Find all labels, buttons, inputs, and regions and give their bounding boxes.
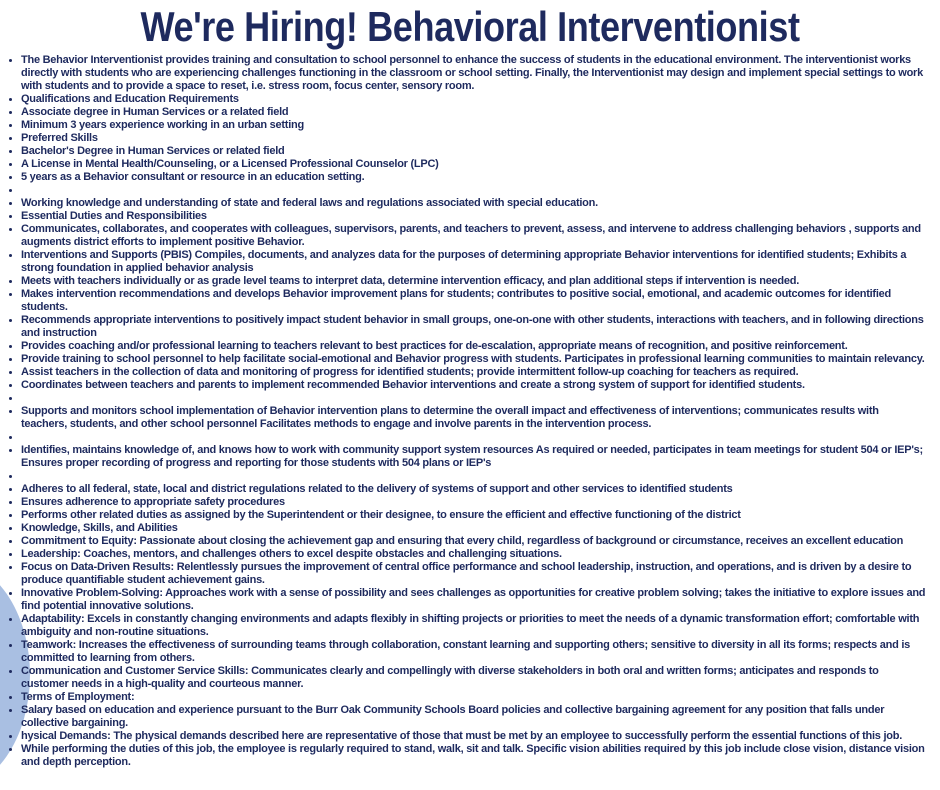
list-item: • Communication and Customer Service Skills: Communicates clearly and compellingly with diverse stakeholders in both oral and written forms; anticipates and responds to customer needs in a high-quality and courteous manner. [21,665,926,691]
list-item: • Terms of Employment: [21,691,926,704]
list-item: • Assist teachers in the collection of data and monitoring of progress for identified students; provide intermittent follow-up coaching for teachers as required. [21,366,926,379]
list-item: • Provide training to school personnel to help facilitate social-emotional and Behavior progress with students. Participates in professional learning communities to maintain relevancy. [21,353,926,366]
list-item: • Associate degree in Human Services or a related field [21,106,926,119]
list-item: • Qualifications and Education Requirements [21,93,926,106]
list-item: • Salary based on education and experience pursuant to the Burr Oak Community Schools Board policies and collective bargaining agreement for any position that falls under collective bargaining. [21,704,926,730]
list-item: • Adaptability: Excels in constantly changing environments and adapts flexibly in shifting projects or priorities to meet the needs of a dynamic transformation effort; comfortable with ambiguity and non-routine situations. [21,613,926,639]
list-item: • Working knowledge and understanding of state and federal laws and regulations associated with special education. [21,197,926,210]
list-item: • The Behavior Interventionist provides training and consultation to school personnel to enhance the success of students in the educational environment. The interventionist works directly with students who are experiencing challenges functioning in the classroom or school setting. Finally, the Interventionist may design and implement special settings to work with students and to provide a space to reset, i.e. stress room, focus center, sensory room. [21,54,926,93]
list-item: • Makes intervention recommendations and develops Behavior improvement plans for students; contributes to positive social, emotional, and academic outcomes for identified students. [21,288,926,314]
list-item: • While performing the duties of this job, the employee is regularly required to stand, walk, sit and talk. Specific vision abilities required by this job include close vision, distance vision and depth perception. [21,743,926,769]
list-item [21,431,926,444]
list-item: • Interventions and Supports (PBIS) Compiles, documents, and analyzes data for the purposes of determining appropriate Behavior interventions for identified students; Exhibits a strong foundation in applied behavior analysis [21,249,926,275]
page-title: We're Hiring! Behavioral Interventionist [140,3,800,50]
list-item: • Recommends appropriate interventions to positively impact student behavior in small groups, one-on-one with other students, interactions with teachers, and in following directions and instruction [21,314,926,340]
list-item: • Communicates, collaborates, and cooperates with colleagues, supervisors, parents, and teachers to prevent, assess, and intervene to address challenging behaviors , supports and augments district efforts to implement positive Behavior. [21,223,926,249]
list-item: • Commitment to Equity: Passionate about closing the achievement gap and ensuring that every child, regardless of background or circumstance, receives an excellent education [21,535,926,548]
list-item: • Identifies, maintains knowledge of, and knows how to work with community support system resources As required or needed, participates in team meetings for student 504 or IEP's; Ensures proper recording of progress and reporting for those students with 504 plans or IEP's [21,444,926,470]
list-item: • Performs other related duties as assigned by the Superintendent or their designee, to ensure the efficient and effective functioning of the district [21,509,926,522]
list-item: • Minimum 3 years experience working in an urban setting [21,119,926,132]
list-item: • Essential Duties and Responsibilities [21,210,926,223]
list-item [21,392,926,405]
list-item: • hysical Demands: The physical demands described here are representative of those that must be met by an employee to successfully perform the essential functions of this job. [21,730,926,743]
list-item: • Teamwork: Increases the effectiveness of surrounding teams through collaboration, constant learning and supporting others; sensitive to diversity in all its forms; respects and is committed to learning from others. [21,639,926,665]
list-item: • Supports and monitors school implementation of Behavior intervention plans to determine the overall impact and effectiveness of interventions; communicates results with teachers, students, and other school personnel Facilitates methods to engage and involve parents in the intervention process. [21,405,926,431]
list-item [21,470,926,483]
list-item [21,184,926,197]
list-item: • Adheres to all federal, state, local and district regulations related to the delivery of systems of support and other services to identified students [21,483,926,496]
list-item: • Innovative Problem-Solving: Approaches work with a sense of possibility and sees challenges as opportunities for creative problem solving; takes the initiative to explore issues and find potential innovative solutions. [21,587,926,613]
list-item: • Leadership: Coaches, mentors, and challenges others to excel despite obstacles and challenging situations. [21,548,926,561]
list-item: • Focus on Data-Driven Results: Relentlessly pursues the improvement of central office performance and school leadership, instruction, and operations, and is driven by a desire to produce quantifiable student achievement gains. [21,561,926,587]
list-item: • Knowledge, Skills, and Abilities [21,522,926,535]
list-item: • 5 years as a Behavior consultant or resource in an education setting. [21,171,926,184]
list-item: • Provides coaching and/or professional learning to teachers relevant to best practices for de-escalation, appropriate means of recognition, and positive reinforcement. [21,340,926,353]
list-item: • Coordinates between teachers and parents to implement recommended Behavior interventions and create a strong system of support for identified students. [21,379,926,392]
list-item: • Bachelor's Degree in Human Services or related field [21,145,926,158]
list-item: • Meets with teachers individually or as grade level teams to interpret data, determine intervention efficacy, and plan additional steps if intervention is needed. [21,275,926,288]
list-item: • A License in Mental Health/Counseling, or a Licensed Professional Counselor (LPC) [21,158,926,171]
list-item: • Preferred Skills [21,132,926,145]
list-item: • Ensures adherence to appropriate safety procedures [21,496,926,509]
job-description-list [0,54,940,769]
